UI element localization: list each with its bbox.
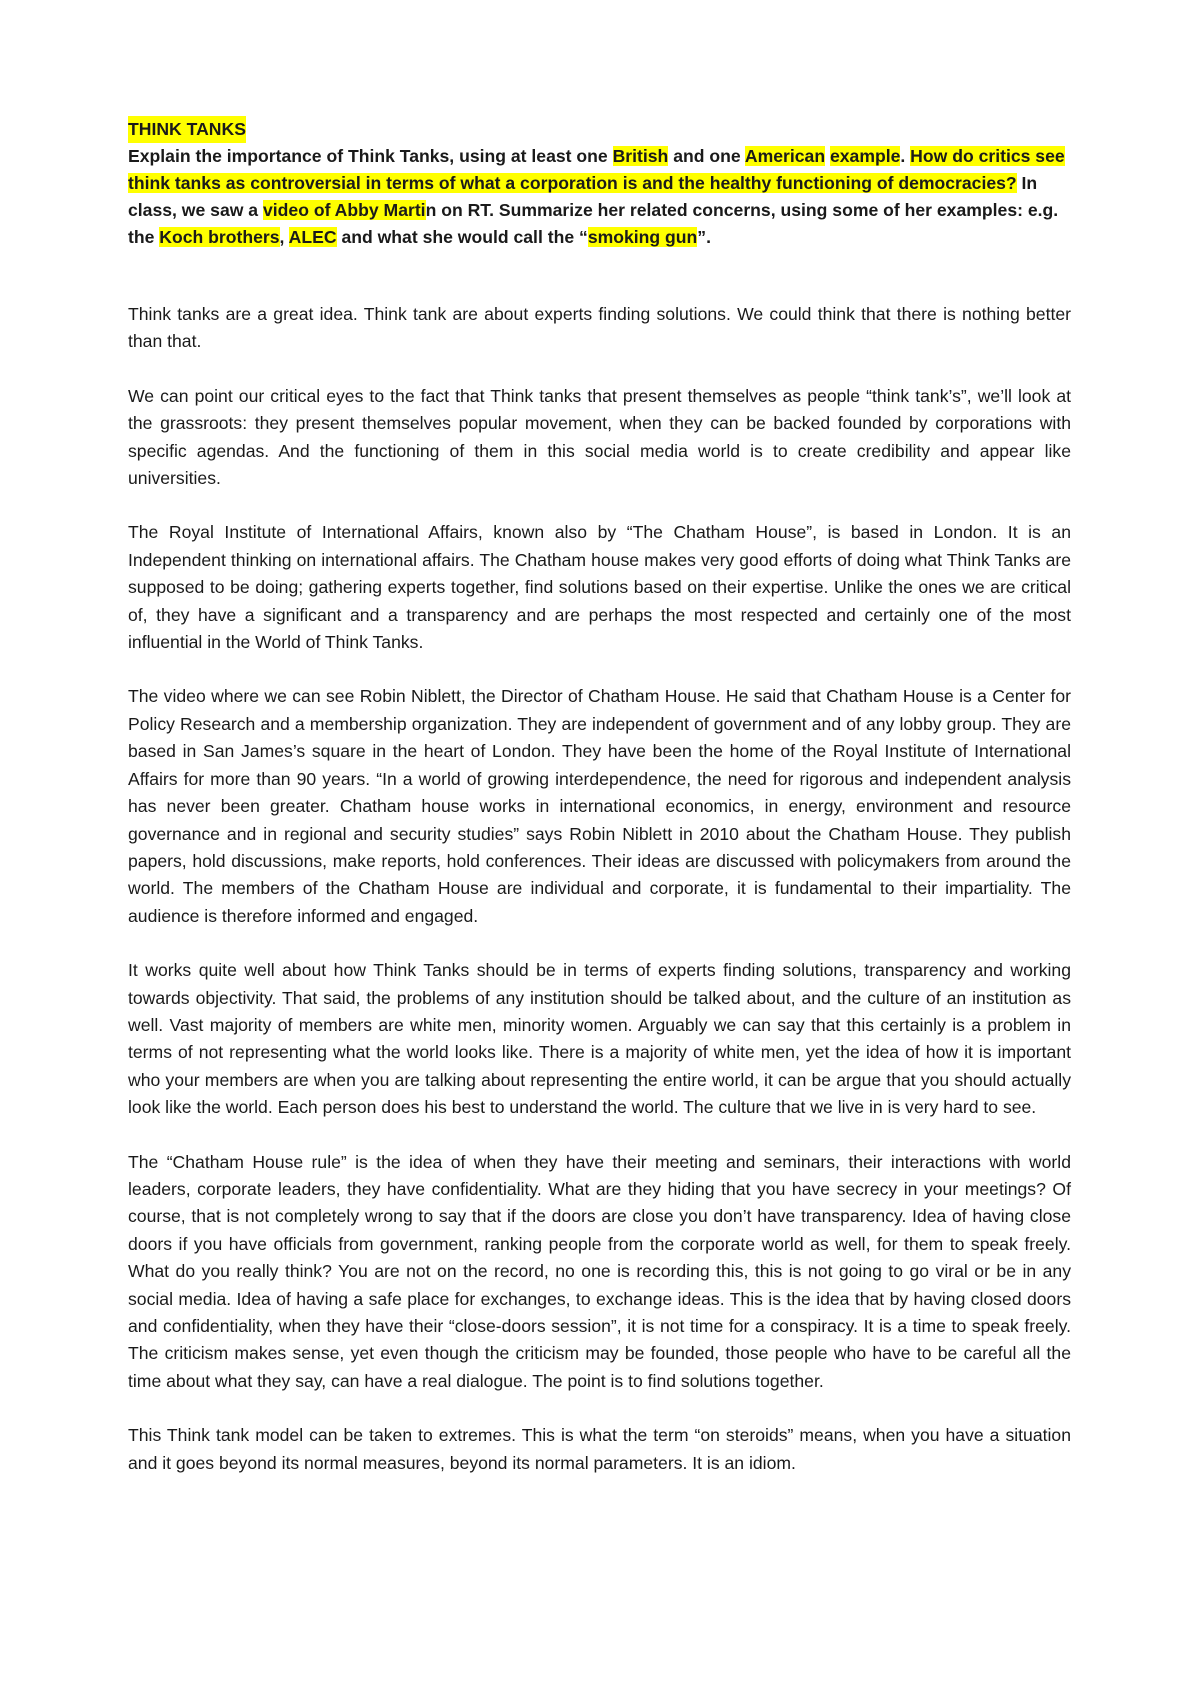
highlighted-text: ALEC: [288, 227, 337, 247]
essay-paragraph: We can point our critical eyes to the fact that Think tanks that present themselves as people “think tank’s”, we’ll look at the grassroots: they present themselves popular movement, when they can be backed founded by corporations with specific agendas. And the functioning of them in this social media world is to create credibility and appear like universities.: [128, 385, 1071, 489]
highlighted-text: How do critics see think tanks as controversial in terms of what a corporation is and the healthy functioning of democracies?: [128, 146, 1065, 193]
prompt-text: In class, we saw a: [128, 173, 1038, 220]
prompt-text: and one: [668, 146, 745, 166]
essay-paragraph: This Think tank model can be taken to extremes. This is what the term “on steroids” means, when you have a situation and it goes beyond its normal measures, beyond its normal parameters. It is an idiom.: [128, 1425, 1071, 1473]
prompt-text: Explain the importance of Think Tanks, using at least one: [128, 146, 613, 166]
essay-paragraph: The video where we can see Robin Niblett, the Director of Chatham House. He said that Chatham House is a Center for Policy Research and a membership organization. They are independent of government and of any lobby group. They are based in San James’s square in the heart of London. They have been the home of the Royal Institute of International Affairs for more than 90 years. “In a world of growing interdependence, the need for rigorous and independent analysis has never been greater. Chatham house works in international economics, in energy, environment and resource governance and in regional and security studies” says Robin Niblett in 2010 about the Chatham House. They publish papers, hold discussions, make reports, hold conferences. Their ideas are discussed with policymakers from around the world. The members of the Chatham House are individual and corporate, it is fundamental to their impartiality. The audience is therefore informed and engaged.: [128, 686, 1071, 926]
highlighted-text: example: [829, 146, 901, 166]
prompt-text: and what she would call the “: [336, 227, 588, 247]
prompt-text: ”.: [697, 227, 711, 247]
prompt-text: ,: [279, 227, 289, 247]
prompt-text: n on RT. Summarize her related concerns, using some of her examples: e.g. the: [128, 200, 1059, 247]
document-content: [128, 116, 1071, 1504]
highlighted-text: American: [744, 146, 826, 166]
prompt-text: .: [900, 146, 911, 166]
assignment-prompt: [128, 143, 1071, 251]
essay-paragraph: It works quite well about how Think Tanks should be in terms of experts finding solutions, transparency and working towards objectivity. That said, the problems of any institution should be talked about, and the culture of an institution as well. Vast majority of members are white men, minority women. Arguably we can say that this certainly is a problem in terms of not representing what the world looks like. There is a majority of white men, yet the idea of how it is important who your members are when you are talking about representing the entire world, it can be argue that you should actually look like the world. Each person does his best to understand the world. The culture that we live in is very hard to see.: [128, 960, 1071, 1118]
highlighted-text: video of Abby Marti: [262, 200, 426, 220]
document-title: THINK TANKS: [128, 116, 246, 143]
essay-paragraph: The Royal Institute of International Affairs, known also by “The Chatham House”, is based in London. It is an Independent thinking on international affairs. The Chatham house makes very good efforts of doing what Think Tanks are supposed to be doing; gathering experts together, find solutions based on their expertise. Unlike the ones we are critical of, they have a significant and a transparency and are perhaps the most respected and certainly one of the most influential in the World of Think Tanks.: [128, 522, 1071, 653]
highlighted-text: Koch brothers: [159, 227, 280, 247]
highlighted-text: British: [612, 146, 669, 166]
assignment-header: [128, 116, 1071, 251]
essay-body: [128, 301, 1071, 1477]
highlighted-text: smoking gun: [587, 227, 698, 247]
essay-paragraph: Think tanks are a great idea. Think tank are about experts finding solutions. We could think that there is nothing better than that.: [128, 304, 1071, 352]
essay-paragraph: The “Chatham House rule” is the idea of when they have their meeting and seminars, their interactions with world leaders, corporate leaders, they have confidentiality. What are they hiding that you have secrecy in your meetings? Of course, that is not completely wrong to say that if the doors are close you don’t have transparency. Idea of having close doors if you have officials from government, ranking people from the corporate world as well, for them to speak freely. What do you really think? You are not on the record, no one is recording this, this is not going to go viral or be in any social media. Idea of having a safe place for exchanges, to exchange ideas. This is the idea that by having closed doors and confidentiality, when they have their “close-doors session”, it is not time for a conspiracy. It is a time to speak freely. The criticism makes sense, yet even though the criticism may be founded, those people who have to be careful all the time about what they say, can have a real dialogue. The point is to find solutions together.: [128, 1151, 1071, 1391]
